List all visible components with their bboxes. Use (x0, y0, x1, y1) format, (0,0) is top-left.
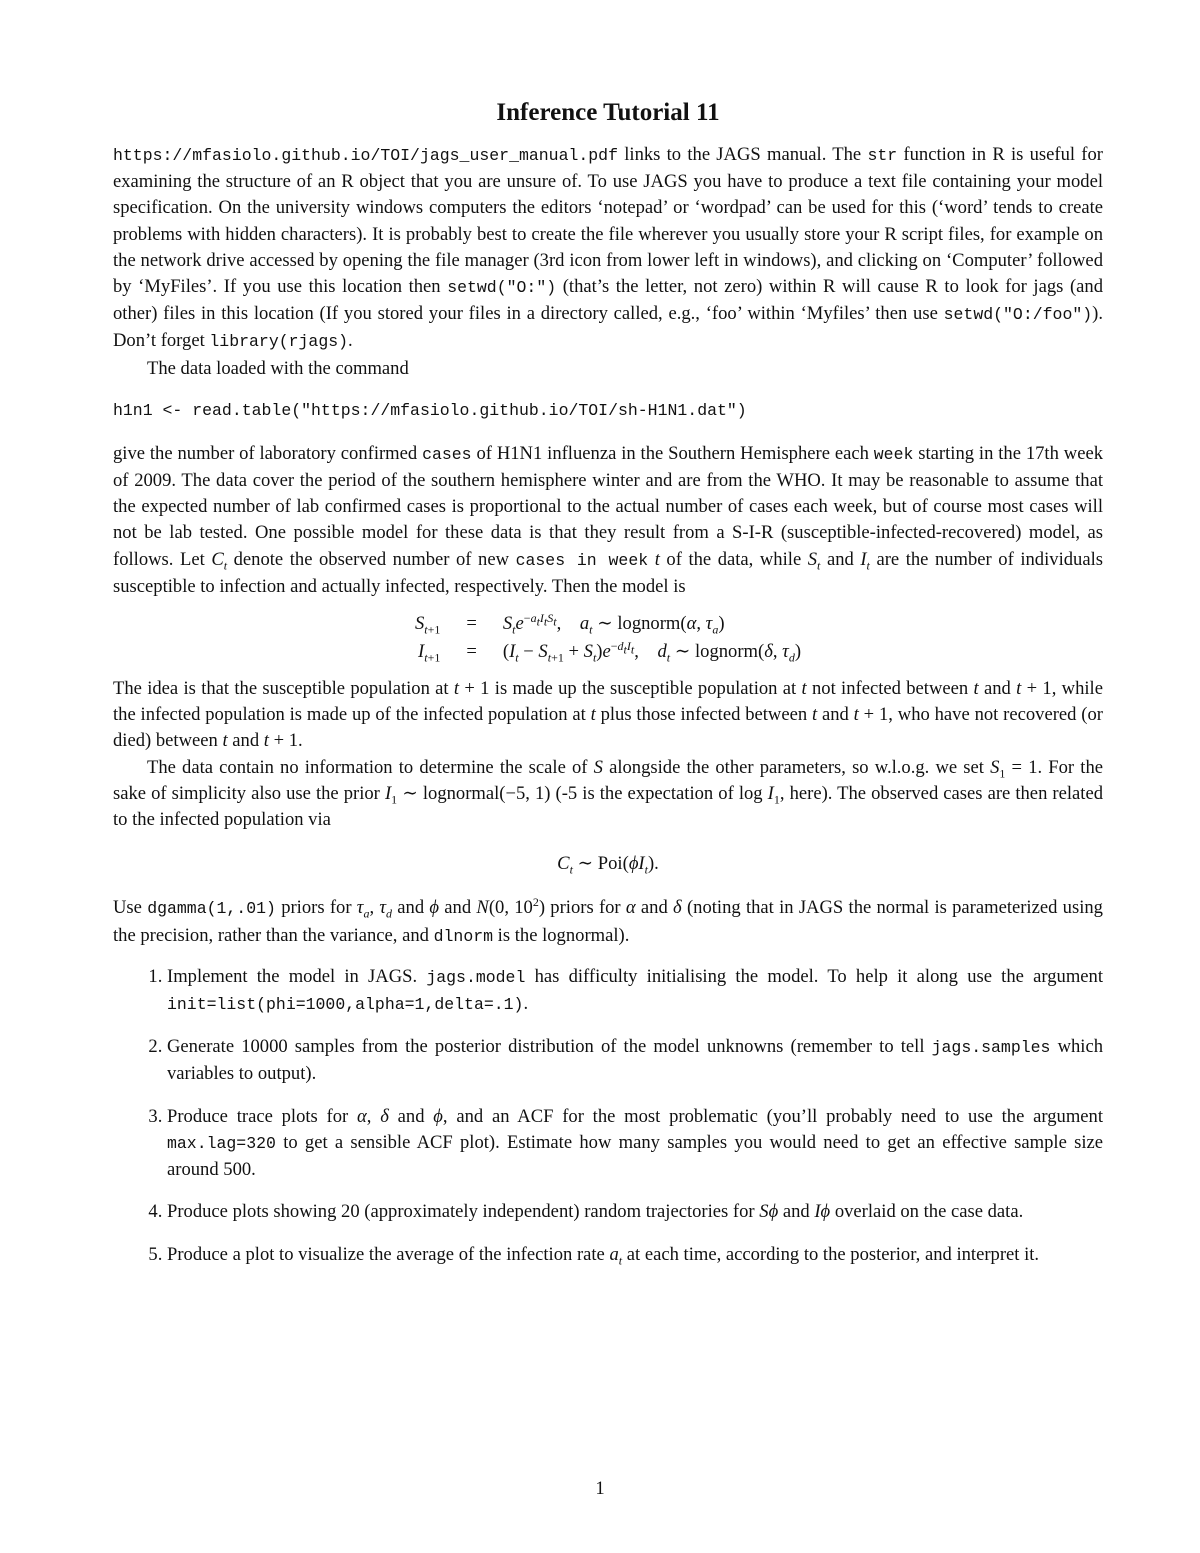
task-list (113, 964, 1103, 1268)
model-paragraph: give the number of laboratory confirmed cases of H1N1 influenza in the Southern Hemisphere each week starting in the 17th week of 2009. The data cover the period of the southern hemisphere winter and are from the WHO. It may be reasonable to assume that the expected number of lab confirmed cases is proportional to the actual number of cases each week, but of course most cases will not be lab tested. One possible model for these data is that they result from a S-I-R (susceptible-infected-recovered) model, as follows. Let $C_t$ denote the observed number of new cases in week t of the data, while $S_t$ and $I_t$ are the number of individuals susceptible to infection and actually infected, respectively. Then the model is (113, 442, 1103, 597)
equation-infected: $I_{t+1}$ = $(I_t - S_{t+1} + S_t)e^{-d_tI_t}$, $d_t$ ∼ lognorm(δ, $\tau_d$) (418, 638, 802, 665)
idea-paragraph: The idea is that the susceptible population at t + 1 is made up the susceptible population at t not infected between t and t + 1, while the infected population is made up of the infected population at t plus those infected between t and t + 1, who have not recovered (or died) between t and t + 1. (113, 678, 1103, 752)
task-item-3: 3. Produce trace plots for α, δ and ϕ, and an ACF for the most problematic (you’ll probably need to use the argument max.lag=320 to get a sensible ACF plot). Estimate how many samples you would need to get an effective sample size around 500. (167, 1104, 1103, 1184)
scale-paragraph: The data contain no information to determine the scale of S alongside the other parameters, so w.l.o.g. we set $S_1 = 1$. For the sake of simplicity also use the prior $I_1$ ∼ lognormal(−5, 1) (-5 is the expectation of $\log I_1$, here). The observed cases are then related to the infected population via (113, 756, 1104, 831)
code-block: h1n1 <- read.table("https://mfasiolo.github.io/TOI/sh-H1N1.dat") (113, 400, 747, 420)
page-number: 1 (595, 1478, 605, 1499)
equation-susceptible: $S_{t+1}$ = $S_te^{-a_tI_tS_t}$, $a_t$ ∼ lognorm(α, $\tau_a$) (414, 610, 725, 637)
model-equations (113, 610, 1103, 666)
intro-paragraph: https://mfasiolo.github.io/TOI/jags_user_manual.pdf links to the JAGS manual. The str function in R is useful for examining the structure of an R object that you are unsure of. To use JAGS you have to produce a text file containing your model specification. On the university windows computers the editors ‘notepad’ or ‘wordpad’ can be used for this (‘word’ tends to create problems with hidden characters). It is probably best to create the file wherever you usually store your R script files, for example on the network drive accessed by opening the file manager (3rd icon from lower left in windows), and clicking on ‘Computer’ followed by ‘MyFiles’. If you use this location then setwd("O:") (that’s the letter, not zero) within R will cause R to look for jags (and other) files in this location (If you stored your files in a directory called, e.g., ‘foo’ within ‘Myfiles’ then use setwd("O:/foo")). Don’t forget library(rjags). (113, 144, 1103, 352)
poisson-equation: $C_t$ ∼ $Poi(\phi I_t)$. (557, 853, 659, 877)
task-item-4: 4. Produce plots showing 20 (approximately independent) random trajectories for Sϕ and Iϕ overlaid on the case data. (167, 1199, 1103, 1225)
page-title: Inference Tutorial 11 (496, 99, 720, 126)
priors-paragraph: Use dgamma(1,.01) priors for $\tau_a$, $\tau_d$ and ϕ and N(0, $10^2$) priors for α and δ (noting that in JAGS the normal is parameterized using the precision, rather than the variance, and dlnorm is the lognormal). (113, 895, 1103, 946)
task-item-1: 1. Implement the model in JAGS. jags.model has difficulty initialising the model. To help it along use the argument init=list(phi=1000,alpha=1,delta=.1). (167, 964, 1103, 1018)
document-page (113, 98, 1103, 1284)
manual-url[interactable]: https://mfasiolo.github.io/TOI/jags_user_manual.pdf (113, 146, 618, 165)
data-intro: The data loaded with the command (147, 357, 409, 379)
task-item-2: 2. Generate 10000 samples from the posterior distribution of the model unknowns (remember to tell jags.samples which variables to output). (167, 1034, 1103, 1087)
task-item-5: 5. Produce a plot to visualize the average of the infection rate $a_t$ at each time, according to the posterior, and interpret it. (167, 1242, 1103, 1268)
